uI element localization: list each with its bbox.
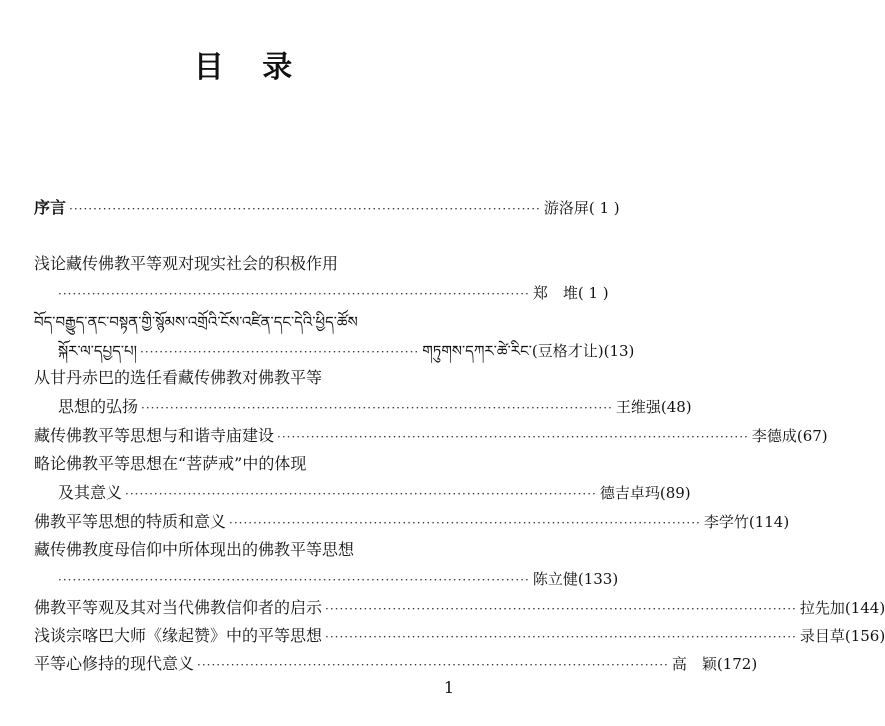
dot-leader: ·································································································· (69, 202, 541, 216)
toc-entry-preface (34, 196, 620, 221)
entry-title-tibetan: བོད་བརྒྱུད་ནང་བསྟན་གྱི་སྙོམས་འགྲོའི་ངོས་འཛིན་དང་དེའི་ཕྱིད་ཚོས (34, 313, 358, 331)
dot-leader: ·································································································· (277, 430, 749, 444)
dot-leader: ·································································································· (58, 287, 530, 301)
entry-title: 佛教平等思想的特质和意义 (34, 512, 227, 531)
entry-author: 王维强 (615, 398, 661, 416)
entry-title: 略论佛教平等思想在“菩萨戒”中的体现 (34, 454, 307, 473)
toc-entry-line (58, 281, 609, 306)
entry-page: (172) (716, 655, 758, 673)
entry-page: (67) (796, 427, 828, 445)
entry-title: 浅论藏传佛教平等观对现实社会的积极作用 (34, 254, 339, 273)
entry-author: 李学竹 (703, 513, 749, 531)
entry-page: (豆格才让)(13) (531, 342, 635, 360)
entry-title: 从甘丹赤巴的选任看藏传佛教对佛教平等 (34, 368, 323, 387)
entry-page: ( 1 ) (588, 199, 620, 217)
dot-leader: ·································································································· (325, 630, 797, 644)
dot-leader: ·································································································· (197, 658, 669, 672)
toc-entry-line (34, 510, 790, 535)
dot-leader: ·································································································· (325, 602, 797, 616)
entry-page: (114) (748, 513, 790, 531)
dot-leader: ·································································································· (58, 573, 530, 587)
toc-entry-line (58, 339, 635, 364)
entry-title-continued: སྐོར་ལ་དཔྱད་པ། (58, 342, 137, 360)
entry-author: 录目草 (799, 627, 845, 645)
entry-author: 高 颖 (671, 655, 717, 673)
entry-title: 藏传佛教度母信仰中所体现出的佛教平等思想 (34, 540, 355, 559)
entry-title-continued: 及其意义 (58, 483, 123, 502)
entry-author: 陈立健 (532, 570, 578, 588)
entry-author: 李德成 (751, 427, 797, 445)
page-number: 1 (443, 678, 454, 697)
entry-author: 德吉卓玛 (599, 484, 660, 502)
dot-leader: ·································································································· (125, 487, 597, 501)
entry-page: (144) (844, 599, 885, 617)
entry-author: 游洛屏 (543, 199, 589, 217)
entry-page: ( 1 ) (577, 284, 609, 302)
toc-entry-line (34, 424, 828, 449)
toc-entry-line (34, 624, 885, 649)
toc-entry-line (58, 395, 692, 420)
entry-title: 藏传佛教平等思想与和谐寺庙建设 (34, 426, 275, 445)
toc-entry-line (34, 652, 758, 677)
entry-page: (133) (577, 570, 619, 588)
entry-title: 序言 (34, 198, 67, 217)
dot-leader: ·································································································· (229, 516, 701, 530)
toc-entry-line (58, 567, 619, 592)
entry-title: 浅谈宗喀巴大师《缘起赞》中的平等思想 (34, 626, 323, 645)
toc-entry-line (58, 481, 691, 506)
entry-page: (89) (659, 484, 691, 502)
entry-title: 佛教平等观及其对当代佛教信仰者的启示 (34, 598, 323, 617)
entry-author: 拉先加 (799, 599, 845, 617)
entry-page: (156) (844, 627, 885, 645)
entry-author: 郑 堆 (532, 284, 578, 302)
entry-page: (48) (660, 398, 692, 416)
toc-entry-line (34, 596, 885, 621)
entry-title-continued: 思想的弘扬 (58, 397, 139, 416)
entry-author: གཏུགས་དཀར་ཚེ་རིང་ (422, 342, 532, 360)
dot-leader: ·································································································· (141, 401, 613, 415)
page-title: 目 录 (193, 50, 307, 85)
entry-title: 平等心修持的现代意义 (34, 654, 195, 673)
dot-leader: ·························································· (140, 345, 420, 359)
